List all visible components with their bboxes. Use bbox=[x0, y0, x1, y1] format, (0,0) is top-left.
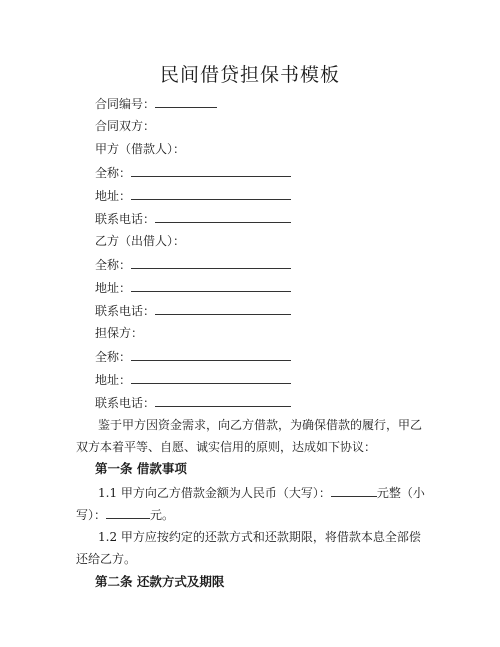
party-a-phone-label: 联系电话： bbox=[95, 212, 156, 226]
contract-number-label: 合同编号： bbox=[95, 97, 156, 111]
party-b-name-blank bbox=[131, 256, 291, 269]
amount-words-blank bbox=[331, 484, 377, 497]
clause-1-1 bbox=[76, 482, 428, 526]
party-a-address-label: 地址： bbox=[95, 189, 132, 203]
party-b-phone-line bbox=[95, 302, 291, 319]
article-1-heading: 第一条 借款事项 bbox=[95, 461, 187, 476]
document-title: 民间借贷担保书模板 bbox=[159, 64, 340, 86]
guarantor-address-blank bbox=[131, 371, 291, 384]
party-a-name-blank bbox=[131, 164, 291, 177]
guarantor-name-blank bbox=[131, 348, 291, 361]
party-b-label: 乙方（出借人）： bbox=[95, 234, 186, 248]
party-a-name-label: 全称： bbox=[95, 166, 132, 180]
clause-1-2: 1.2 甲方应按约定的还款方式和还款期限，将借款本息全部偿还给乙方。 bbox=[76, 530, 421, 566]
guarantor-phone-label: 联系电话： bbox=[95, 396, 156, 410]
parties-label: 合同双方： bbox=[95, 119, 156, 133]
guarantor-address-line bbox=[95, 371, 291, 388]
party-b-address-label: 地址： bbox=[95, 281, 132, 295]
guarantor-phone-line bbox=[95, 394, 291, 411]
party-a-address-line bbox=[95, 187, 291, 204]
amount-figures-blank bbox=[106, 506, 150, 519]
preamble-paragraph: 鉴于甲方因资金需求，向乙方借款，为确保借款的履行，甲乙双方本着平等、自愿、诚实信用的原则，达成如下协议： bbox=[76, 418, 423, 454]
party-a-name-line bbox=[95, 164, 291, 181]
party-a-label: 甲方（借款人）： bbox=[95, 142, 186, 156]
clause-1-1-text-b: 元整（小写）： bbox=[76, 486, 425, 522]
guarantor-name-line bbox=[95, 348, 291, 365]
party-b-phone-label: 联系电话： bbox=[95, 304, 156, 318]
party-a-phone-blank bbox=[155, 210, 291, 223]
guarantor-name-label: 全称： bbox=[95, 350, 132, 364]
party-b-address-blank bbox=[131, 279, 291, 292]
contract-number-blank bbox=[155, 95, 217, 108]
contract-number-line bbox=[95, 95, 217, 112]
party-b-name-label: 全称： bbox=[95, 258, 132, 272]
article-2-heading: 第二条 还款方式及期限 bbox=[95, 574, 225, 589]
guarantor-address-label: 地址： bbox=[95, 373, 132, 387]
clause-1-1-text-a: 1.1 甲方向乙方借款金额为人民币（大写）： bbox=[98, 486, 331, 500]
party-a-address-blank bbox=[131, 187, 291, 200]
party-b-name-line bbox=[95, 256, 291, 273]
clause-1-1-text-c: 元。 bbox=[150, 508, 175, 522]
guarantor-label: 担保方： bbox=[95, 326, 144, 340]
party-b-phone-blank bbox=[155, 302, 291, 315]
party-b-address-line bbox=[95, 279, 291, 296]
guarantor-phone-blank bbox=[155, 394, 291, 407]
party-a-phone-line bbox=[95, 210, 291, 227]
